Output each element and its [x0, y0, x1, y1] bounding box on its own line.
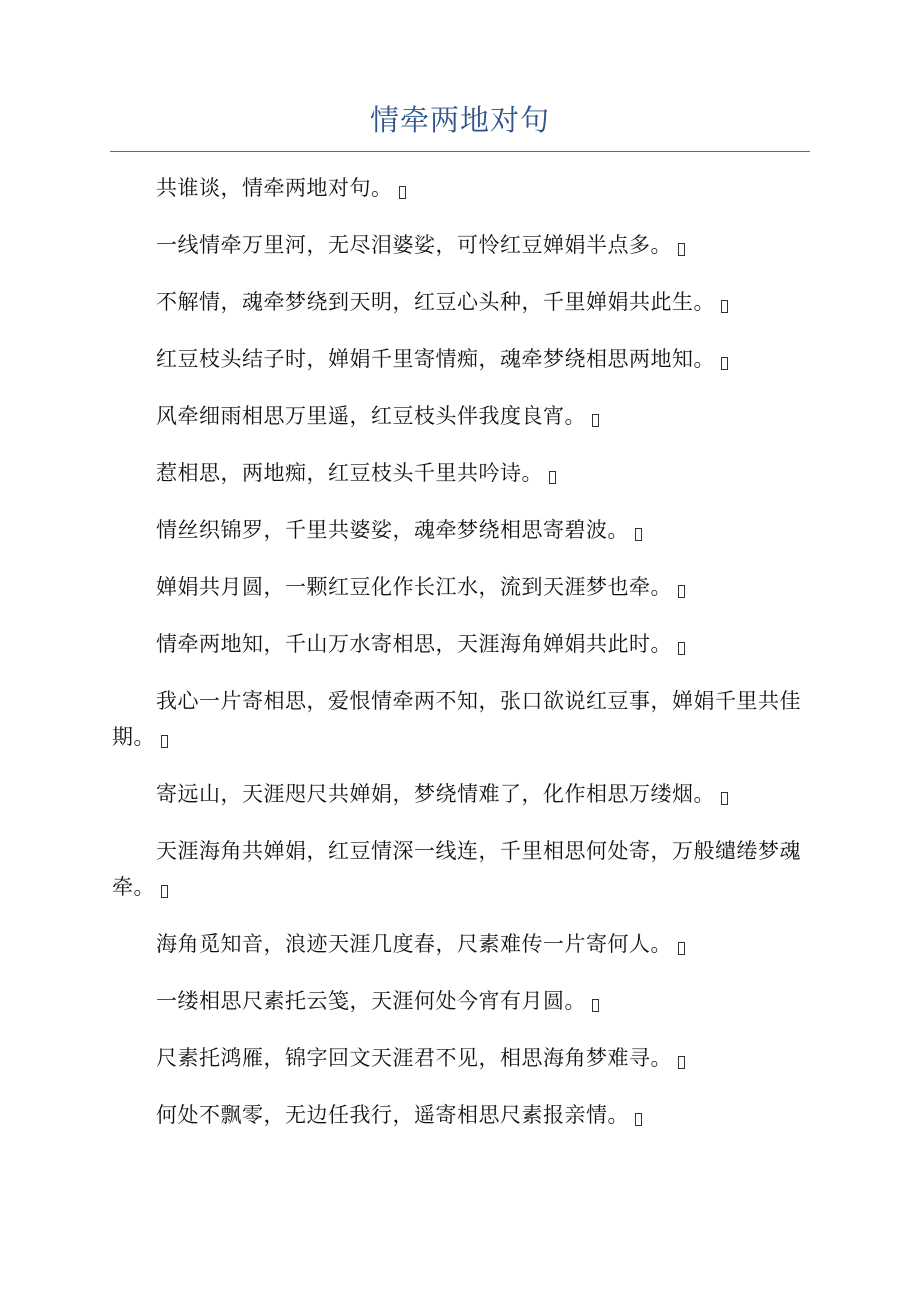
paragraph-mark-icon — [721, 357, 728, 370]
paragraph-mark-icon — [678, 585, 685, 598]
paragraph-mark-icon — [592, 414, 599, 427]
paragraph — [112, 341, 812, 398]
paragraph-mark-icon — [678, 642, 685, 655]
paragraph — [112, 683, 812, 776]
paragraph — [112, 398, 812, 455]
paragraph-mark-icon — [635, 528, 642, 541]
paragraph-mark-icon — [678, 243, 685, 256]
paragraph-mark-icon — [161, 885, 168, 898]
document-body — [112, 170, 812, 1154]
paragraph-text: 情丝织锦罗，千里共婆娑，魂牵梦绕相思寄碧波。 — [156, 518, 629, 542]
paragraph-text: 红豆枝头结子时，婵娟千里寄情痴，魂牵梦绕相思两地知。 — [156, 347, 715, 371]
paragraph-mark-icon — [678, 942, 685, 955]
paragraph-text: 一缕相思尺素托云笺，天涯何处今宵有月圆。 — [156, 989, 586, 1013]
title-divider — [110, 151, 810, 152]
paragraph — [112, 1097, 812, 1154]
paragraph — [112, 569, 812, 626]
paragraph — [112, 983, 812, 1040]
paragraph — [112, 626, 812, 683]
paragraph-text: 情牵两地知，千山万水寄相思，天涯海角婵娟共此时。 — [156, 632, 672, 656]
paragraph-text: 不解情，魂牵梦绕到天明，红豆心头种，千里婵娟共此生。 — [156, 290, 715, 314]
paragraph — [112, 170, 812, 227]
paragraph-text: 惹相思，两地痴，红豆枝头千里共吟诗。 — [156, 461, 543, 485]
paragraph-text: 共谁谈，情牵两地对句。 — [156, 176, 393, 200]
paragraph-mark-icon — [721, 300, 728, 313]
paragraph-text: 天涯海角共婵娟，红豆情深一线连，千里相思何处寄，万般缱绻梦魂牵。 — [112, 839, 801, 899]
paragraph-text: 何处不飘零，无边任我行，遥寄相思尺素报亲情。 — [156, 1103, 629, 1127]
paragraph — [112, 512, 812, 569]
paragraph-text: 我心一片寄相思，爱恨情牵两不知，张口欲说红豆事，婵娟千里共佳期。 — [112, 689, 801, 749]
paragraph-mark-icon — [161, 735, 168, 748]
paragraph-mark-icon — [635, 1113, 642, 1126]
paragraph-text: 寄远山，天涯咫尺共婵娟，梦绕情难了，化作相思万缕烟。 — [156, 782, 715, 806]
paragraph-mark-icon — [721, 792, 728, 805]
document-title: 情牵两地对句 — [369, 103, 550, 137]
paragraph — [112, 455, 812, 512]
paragraph-mark-icon — [678, 1056, 685, 1069]
paragraph-text: 婵娟共月圆，一颗红豆化作长江水，流到天涯梦也牵。 — [156, 575, 672, 599]
paragraph — [112, 227, 812, 284]
paragraph-mark-icon — [592, 999, 599, 1012]
paragraph-text: 海角觅知音，浪迹天涯几度春，尺素难传一片寄何人。 — [156, 932, 672, 956]
paragraph — [112, 776, 812, 833]
paragraph-mark-icon — [549, 471, 556, 484]
paragraph-text: 风牵细雨相思万里遥，红豆枝头伴我度良宵。 — [156, 404, 586, 428]
paragraph — [112, 833, 812, 926]
paragraph — [112, 926, 812, 983]
paragraph-text: 一线情牵万里河，无尽泪婆娑，可怜红豆婵娟半点多。 — [156, 233, 672, 257]
paragraph-mark-icon — [399, 186, 406, 199]
paragraph — [112, 1040, 812, 1097]
paragraph — [112, 284, 812, 341]
paragraph-text: 尺素托鸿雁，锦字回文天涯君不见，相思海角梦难寻。 — [156, 1046, 672, 1070]
